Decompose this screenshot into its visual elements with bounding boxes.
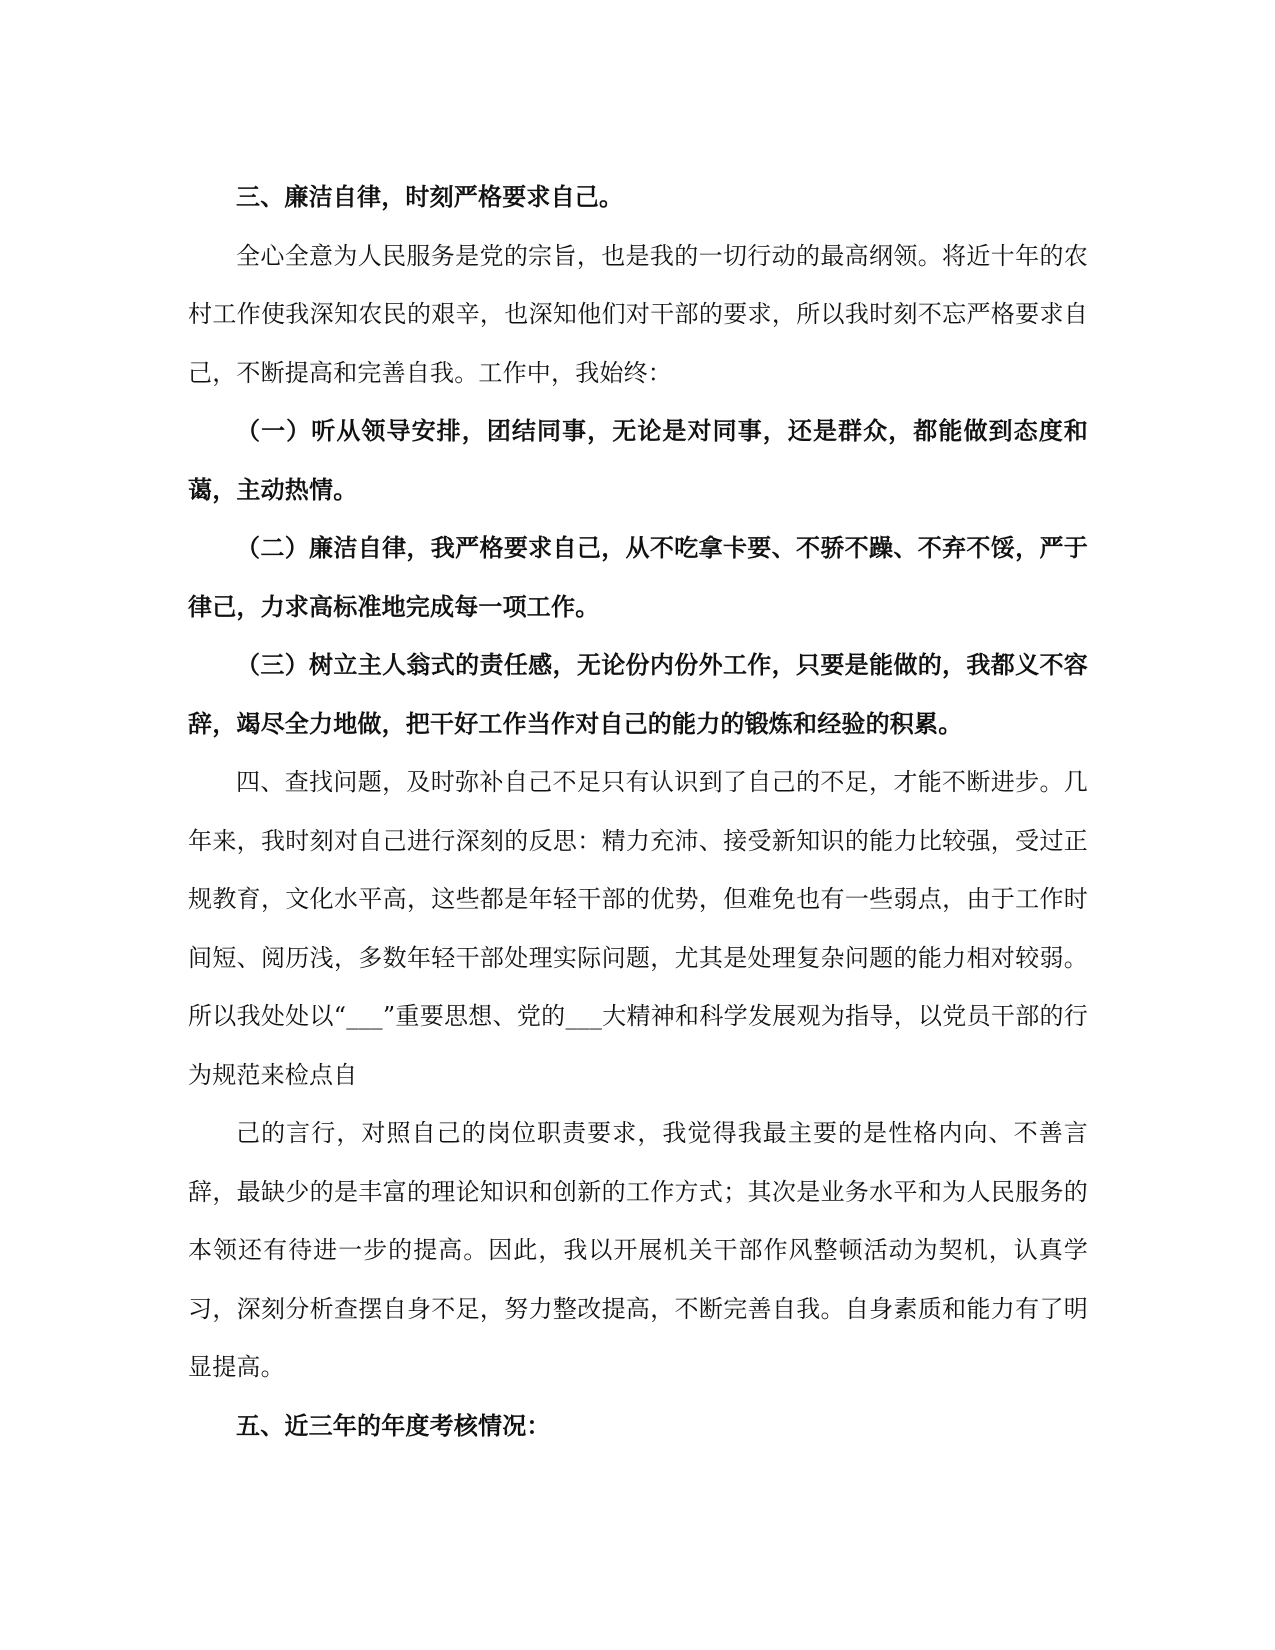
- list-item-2: （二）廉洁自律，我严格要求自己，从不吃拿卡要、不骄不躁、不弃不馁，严于律己，力求高标准地完成每一项工作。: [188, 533, 1088, 621]
- paragraph-find-problems: 四、查找问题，及时弥补自己不足只有认识到了自己的不足，才能不断进步。几年来，我时刻对自己进行深刻的反思：精力充沛、接受新知识的能力比较强，受过正规教育，文化水平高，这些都是年轻干部的优势，但难免也有一些弱点，由于工作时间短、阅历浅，多数年轻干部处理实际问题，尤其是处理复杂问题的能力相对较弱。所以我处处以“___”重要思想、党的___大精神和科学发展观为指导，以党员干部的行为规范来检点自: [188, 768, 1088, 1089]
- section-heading-5: 五、近三年的年度考核情况：: [236, 1410, 551, 1440]
- list-item-3: （三）树立主人翁式的责任感，无论份内份外工作，只要是能做的，我都义不容辞，竭尽全力地做，把干好工作当作对自己的能力的锻炼和经验的积累。: [188, 650, 1088, 738]
- document-body: [188, 168, 1088, 1455]
- paragraph-service-purpose: 全心全意为人民服务是党的宗旨，也是我的一切行动的最高纲领。将近十年的农村工作使我深知农民的艰辛，也深知他们对干部的要求，所以我时刻不忘严格要求自己，不断提高和完善自我。工作中，我始终：: [188, 241, 1088, 387]
- section-heading-3: 三、廉洁自律，时刻严格要求自己。: [236, 182, 624, 211]
- list-item-1: （一）听从领导安排，团结同事，无论是对同事，还是群众，都能做到态度和蔼，主动热情。: [188, 416, 1088, 504]
- paragraph-self-review: 己的言行，对照自己的岗位职责要求，我觉得我最主要的是性格内向、不善言辞，最缺少的是丰富的理论知识和创新的工作方式；其次是业务水平和为人民服务的本领还有待进一步的提高。因此，我以开展机关干部作风整顿活动为契机，认真学习，深刻分析查摆自身不足，努力整改提高，不断完善自我。自身素质和能力有了明显提高。: [188, 1119, 1088, 1381]
